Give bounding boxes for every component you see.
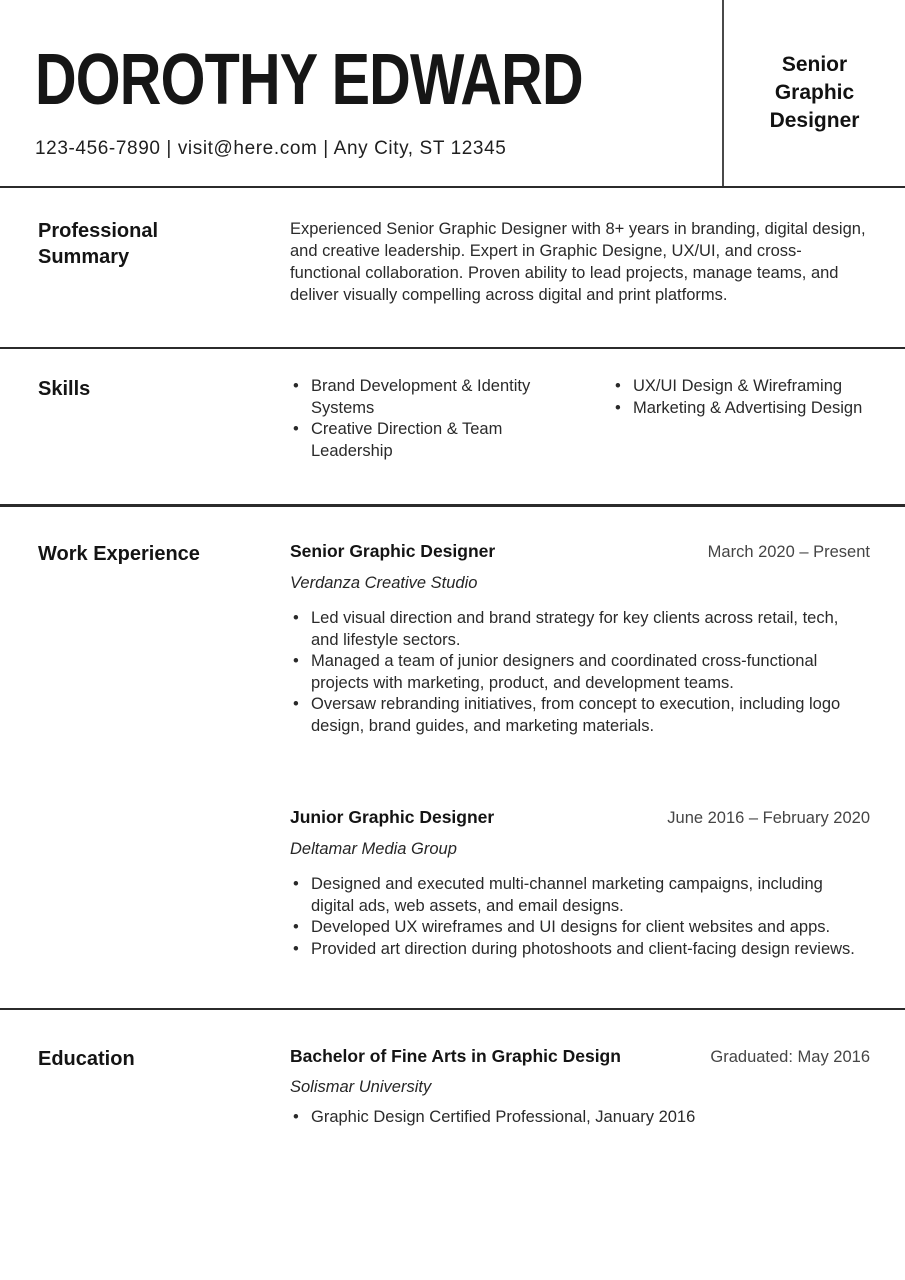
job-title: Junior Graphic Designer bbox=[290, 807, 495, 827]
job-bullet: • Developed UX wireframes and UI designs for client websites and apps. bbox=[290, 917, 870, 939]
graduation-date: Graduated: May 2016 bbox=[710, 1048, 870, 1066]
job-title: Senior Graphic Designer bbox=[290, 541, 496, 561]
candidate-name: DOROTHY EDWARD bbox=[35, 40, 583, 120]
section-work-experience bbox=[0, 507, 905, 1010]
job-dates: June 2016 – February 2020 bbox=[667, 809, 870, 827]
work-experience-content bbox=[290, 541, 870, 960]
resume-header bbox=[0, 0, 905, 188]
skill-item: • Creative Direction & Team Leadership bbox=[290, 419, 580, 462]
job-bullet: • Led visual direction and brand strategy for key clients across retail, tech, and lifestyle sectors. bbox=[290, 608, 870, 651]
skills-grid bbox=[290, 376, 870, 462]
education-bullets bbox=[290, 1107, 870, 1129]
job-bullets bbox=[290, 608, 870, 737]
section-professional-summary bbox=[0, 188, 905, 349]
job-bullet: • Oversaw rebranding initiatives, from concept to execution, including logo design, brand guides, and marketing materials. bbox=[290, 694, 870, 737]
education-bullet: • Graphic Design Certified Professional, January 2016 bbox=[290, 1107, 870, 1129]
contact-line: 123-456-7890 | visit@here.com | Any City, ST 12345 bbox=[35, 138, 507, 159]
skill-item: • Marketing & Advertising Design bbox=[612, 398, 870, 420]
job-entry bbox=[290, 541, 870, 737]
job-bullet: • Designed and executed multi-channel marketing campaigns, including digital ads, web assets, and email designs. bbox=[290, 874, 870, 917]
skill-item: • UX/UI Design & Wireframing bbox=[612, 376, 870, 398]
header-left bbox=[0, 0, 722, 186]
section-skills bbox=[0, 349, 905, 507]
job-entry bbox=[290, 807, 870, 960]
job-bullet: • Provided art direction during photoshoots and client-facing design reviews. bbox=[290, 939, 870, 961]
skills-column-1 bbox=[290, 376, 580, 462]
skills-column-2 bbox=[612, 376, 870, 462]
section-education bbox=[0, 1010, 905, 1159]
job-company: Deltamar Media Group bbox=[290, 840, 457, 858]
summary-text: Experienced Senior Graphic Designer with 8+ years in branding, digital design, and creative leadership. Expert in Graphic Designe, UX/UI, and cross-functional collaboration. Proven ability to lead projects, manage teams, and deliver visually compelling across digital and print platforms. bbox=[290, 220, 866, 304]
job-bullets bbox=[290, 874, 870, 960]
job-company: Verdanza Creative Studio bbox=[290, 574, 478, 592]
education-header-row bbox=[290, 1046, 870, 1067]
skills-label: Skills bbox=[38, 378, 91, 400]
education-content bbox=[290, 1046, 870, 1129]
education-label: Education bbox=[38, 1048, 135, 1070]
header-right bbox=[722, 0, 905, 186]
degree-title: Bachelor of Fine Arts in Graphic Design bbox=[290, 1046, 621, 1066]
skill-item: • Brand Development & Identity Systems bbox=[290, 376, 580, 419]
job-bullet: • Managed a team of junior designers and coordinated cross-functional projects with marketing, product, and development teams. bbox=[290, 651, 870, 694]
summary-label: Professional Summary bbox=[38, 220, 159, 268]
job-header-row bbox=[290, 807, 870, 828]
job-header-row bbox=[290, 541, 870, 562]
job-role-title: Senior Graphic Designer bbox=[769, 53, 860, 132]
school-name: Solismar University bbox=[290, 1078, 432, 1096]
job-dates: March 2020 – Present bbox=[707, 543, 870, 561]
work-experience-label: Work Experience bbox=[38, 543, 200, 565]
